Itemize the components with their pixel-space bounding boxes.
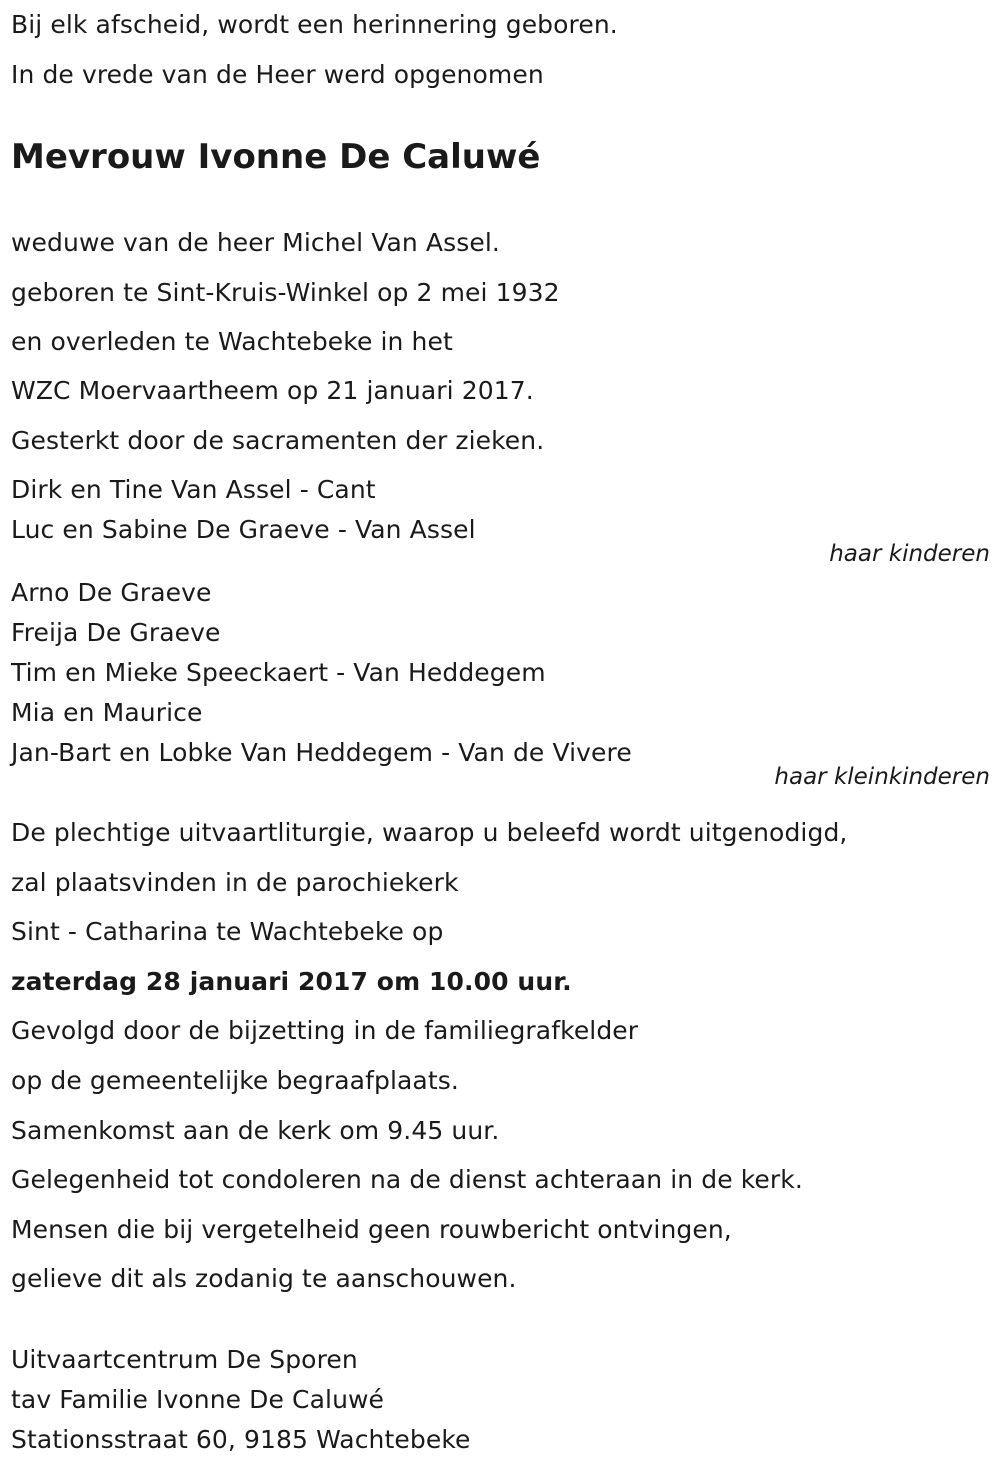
children-role-label: haar kinderen	[829, 541, 990, 567]
address-line: Stationsstraat 60, 9185 Wachtebeke	[11, 1425, 471, 1454]
funeral-line: Gevolgd door de bijzetting in de familiegrafkelder	[11, 1016, 639, 1045]
bio-line: WZC Moervaartheem op 21 januari 2017.	[11, 376, 534, 405]
funeral-line: gelieve dit als zodanig te aanschouwen.	[11, 1264, 517, 1293]
funeral-date-time: zaterdag 28 januari 2017 om 10.00 uur.	[11, 967, 572, 996]
address-line: tav Familie Ivonne De Caluwé	[11, 1385, 385, 1414]
address-line: Uitvaartcentrum De Sporen	[11, 1345, 358, 1374]
bio-line: en overleden te Wachtebeke in het	[11, 327, 453, 356]
grandchild-name: Tim en Mieke Speeckaert - Van Heddegem	[11, 658, 546, 687]
funeral-line: Samenkomst aan de kerk om 9.45 uur.	[11, 1116, 500, 1145]
bio-line: Gesterkt door de sacramenten der zieken.	[11, 426, 545, 455]
grandchild-name: Freija De Graeve	[11, 618, 221, 647]
funeral-line: Mensen die bij vergetelheid geen rouwbericht ontvingen,	[11, 1215, 732, 1244]
funeral-line: Sint - Catharina te Wachtebeke op	[11, 917, 444, 946]
funeral-line: op de gemeentelijke begraafplaats.	[11, 1066, 459, 1095]
bio-line: weduwe van de heer Michel Van Assel.	[11, 228, 500, 257]
grandchild-name: Jan-Bart en Lobke Van Heddegem - Van de Vivere	[11, 738, 632, 767]
funeral-line: Gelegenheid tot condoleren na de dienst achteraan in de kerk.	[11, 1165, 803, 1194]
grandchild-name: Arno De Graeve	[11, 578, 212, 607]
intro-line-2: In de vrede van de Heer werd opgenomen	[11, 60, 544, 89]
grandchildren-role-label: haar kleinkinderen	[774, 764, 990, 790]
intro-line-1: Bij elk afscheid, wordt een herinnering geboren.	[11, 10, 618, 39]
child-name: Dirk en Tine Van Assel - Cant	[11, 475, 376, 504]
child-name: Luc en Sabine De Graeve - Van Assel	[11, 515, 476, 544]
bio-line: geboren te Sint-Kruis-Winkel op 2 mei 1932	[11, 278, 560, 307]
funeral-line: De plechtige uitvaartliturgie, waarop u beleefd wordt uitgenodigd,	[11, 818, 848, 847]
grandchild-name: Mia en Maurice	[11, 698, 203, 727]
funeral-line: zal plaatsvinden in de parochiekerk	[11, 868, 459, 897]
deceased-name: Mevrouw Ivonne De Caluwé	[11, 137, 541, 177]
